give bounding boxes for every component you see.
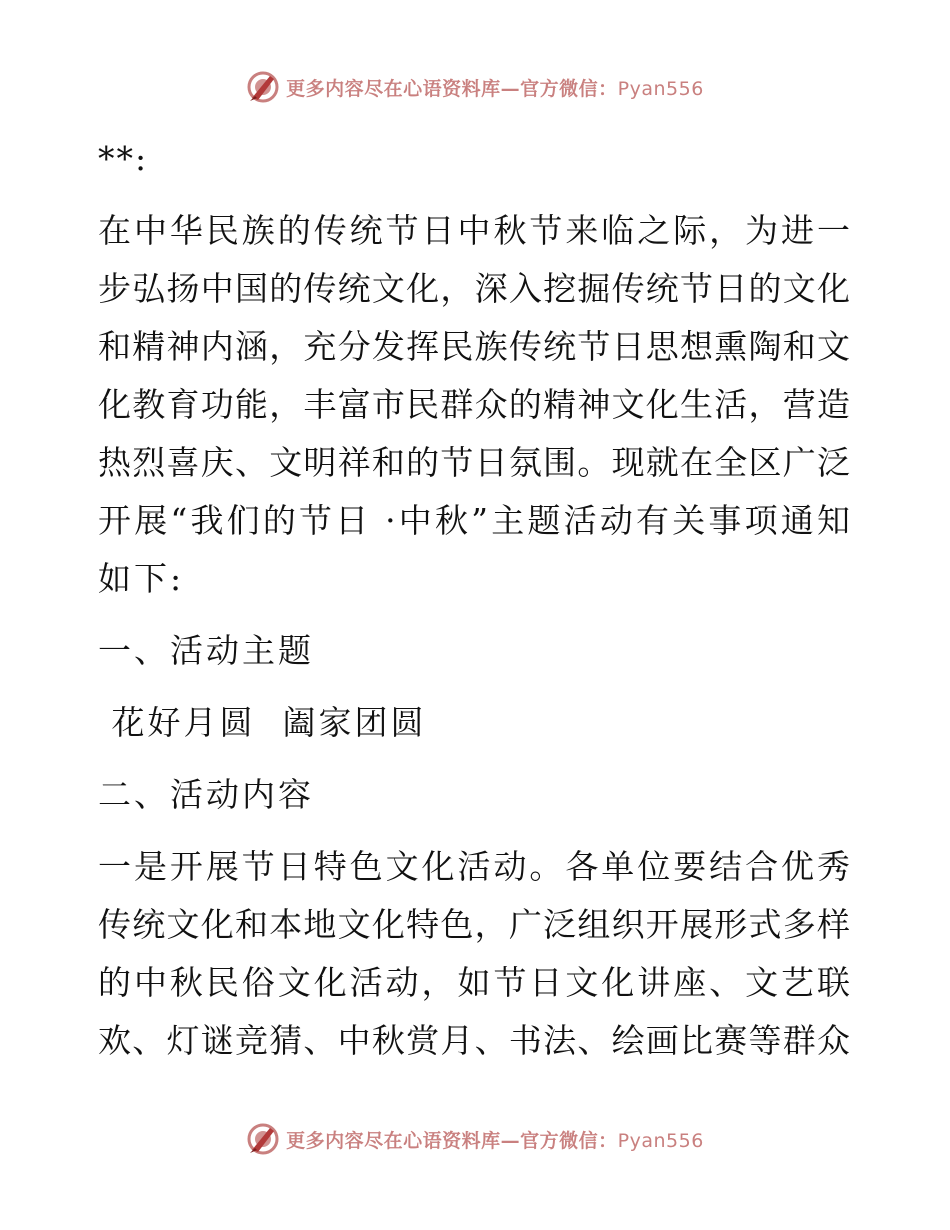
header-banner-wechat-id: Pyan556 <box>617 77 704 100</box>
ink-brush-logo-icon <box>246 70 280 104</box>
intro-line: 和精神内涵，充分发挥民族传统节日思想熏陶和文 <box>98 327 850 366</box>
theme-text: 花好月圆 阖家团圆 <box>98 703 427 742</box>
content-line: 传统文化和本地文化特色，广泛组织开展形式多样 <box>98 905 850 944</box>
section-heading-content: 二、活动内容 <box>98 775 314 814</box>
intro-line: 在中华民族的传统节日中秋节来临之际，为进一 <box>98 211 850 250</box>
salutation: **: <box>98 139 149 178</box>
ink-brush-logo-icon <box>246 1122 280 1156</box>
footer-banner-text <box>286 1126 704 1153</box>
content-line: 一是开展节日特色文化活动。各单位要结合优秀 <box>98 847 850 886</box>
section-heading-theme: 一、活动主题 <box>98 631 314 670</box>
intro-line: 化教育功能，丰富市民群众的精神文化生活，营造 <box>98 385 850 424</box>
footer-banner-wechat-id: Pyan556 <box>617 1129 704 1152</box>
content-line: 的中秋民俗文化活动，如节日文化讲座、文艺联 <box>98 963 850 1002</box>
intro-line: 步弘扬中国的传统文化，深入挖掘传统节日的文化 <box>98 269 850 308</box>
header-banner-label: 更多内容尽在心语资料库—官方微信： <box>286 77 618 100</box>
intro-line: 热烈喜庆、文明祥和的节日氛围。现就在全区广泛 <box>98 443 850 482</box>
content-paragraph <box>98 838 850 1070</box>
footer-banner <box>0 1122 950 1156</box>
header-banner <box>0 70 950 104</box>
intro-paragraph <box>98 202 850 608</box>
content-line: 欢、灯谜竞猜、中秋赏月、书法、绘画比赛等群众 <box>98 1021 850 1060</box>
intro-line: 如下: <box>98 559 185 598</box>
document-body <box>98 130 850 1070</box>
header-banner-text <box>286 74 704 101</box>
footer-banner-label: 更多内容尽在心语资料库—官方微信： <box>286 1129 618 1152</box>
intro-line: 开展“我们的节日 ·中秋”主题活动有关事项通知 <box>98 501 850 540</box>
